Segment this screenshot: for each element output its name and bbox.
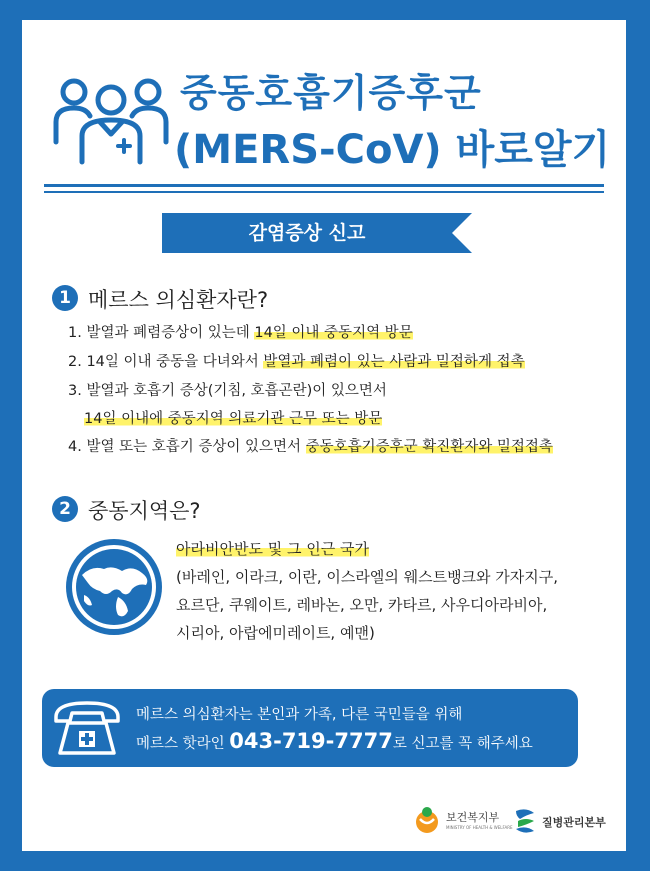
list-item: 3. 발열과 호흡기 증상(기침, 호흡곤란)이 있으면서: [68, 383, 387, 399]
callout-line1: 메르스 의심환자는 본인과 가족, 다른 국민들을 위해: [136, 707, 463, 723]
callout-line2: 메르스 핫라인 043-719-7777로 신고를 꼭 해주세요: [136, 729, 533, 753]
page-title: 중동호흡기증후군: [180, 71, 482, 115]
list-item: 2. 14일 이내 중동을 다녀와서 발열과 폐렴이 있는 사람과 밀접하게 접촉: [68, 354, 525, 370]
country-list-line: (바레인, 이라크, 이란, 이스라엘의 웨스트뱅크와 가자지구,: [176, 568, 559, 586]
kcdc-emblem-icon: [512, 805, 538, 835]
globe-icon: [62, 535, 166, 639]
banner-label: 감염증상 신고: [248, 222, 366, 244]
section1-title: 메르스 의심환자란?: [88, 288, 269, 312]
page-subtitle: (MERS-CoV) 바로알기: [174, 127, 611, 173]
number-badge: 1: [52, 285, 78, 311]
people-icon: [52, 74, 170, 166]
section2-title: 중동지역은?: [88, 499, 201, 523]
section-banner: [162, 213, 472, 253]
divider: [44, 191, 604, 193]
phone-icon: [52, 695, 122, 759]
hotline-number: 043-719-7777: [229, 729, 393, 753]
list-item: 1. 발열과 폐렴증상이 있는데 14일 이내 중동지역 방문: [68, 325, 413, 341]
ministry-emblem-icon: [414, 805, 440, 835]
number-badge: 2: [52, 496, 78, 522]
region-highlight: 아라비안반도 및 그 인근 국가: [176, 540, 369, 558]
hotline-callout: [42, 689, 578, 767]
country-list-line: 요르단, 쿠웨이트, 레바논, 오만, 카타르, 사우디아라비아,: [176, 596, 548, 614]
divider: [44, 184, 604, 187]
ministry-logo: 보건복지부 MINISTRY OF HEALTH & WELFARE: [414, 805, 514, 839]
kcdc-logo: 질병관리본부: [512, 805, 622, 839]
poster: [22, 20, 626, 851]
list-item-continuation: 14일 이내에 중동지역 의료기관 근무 또는 방문: [84, 411, 383, 427]
title-block: [52, 62, 612, 182]
country-list-line: 시리아, 아랍에미레이트, 예맨): [176, 624, 375, 642]
list-item: 4. 발열 또는 호흡기 증상이 있으면서 중동호흡기증후군 확진환자와 밀접접촉: [68, 439, 553, 455]
